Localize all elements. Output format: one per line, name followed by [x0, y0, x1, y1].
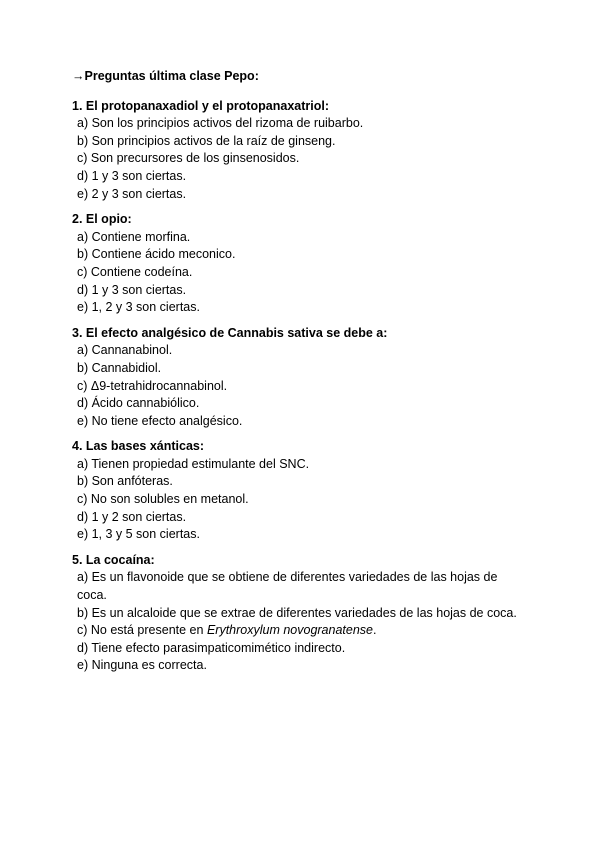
- species-name: Erythroxylum novogranatense: [206, 623, 373, 638]
- document-page: [72, 68, 528, 683]
- question-title: 1. El protopanaxadiol y el protopanaxatriol:: [72, 98, 329, 113]
- question-title: 4. Las bases xánticas:: [72, 439, 205, 454]
- option-d: d) 1 y 3 son ciertas.: [77, 282, 187, 297]
- question-title: 3. El efecto analgésico de Cannabis sativa se debe a:: [72, 325, 388, 340]
- option-a: a) Contiene morfina.: [77, 229, 191, 244]
- question-4: [72, 438, 528, 544]
- option-c: c) Contiene codeína.: [77, 264, 193, 279]
- option-a: a) Es un flavonoide que se obtiene de diferentes variedades de las hojas de coca.: [77, 570, 498, 603]
- option-e: e) 1, 2 y 3 son ciertas.: [77, 300, 200, 315]
- option-d: d) Tiene efecto parasimpaticomimético indirecto.: [77, 640, 346, 655]
- question-title: 5. La cocaína:: [72, 552, 155, 567]
- option-b: b) Son anfóteras.: [77, 474, 173, 489]
- option-e: e) 1, 3 y 5 son ciertas.: [77, 527, 200, 542]
- option-c-suffix: .: [373, 623, 377, 638]
- option-b: b) Es un alcaloide que se extrae de diferentes variedades de las hojas de coca.: [77, 605, 517, 620]
- option-a: a) Cannanabinol.: [77, 343, 173, 358]
- option-c: c) No son solubles en metanol.: [77, 492, 249, 507]
- option-c: c) Δ9-tetrahidrocannabinol.: [77, 378, 228, 393]
- option-d: d) Ácido cannabiólico.: [77, 396, 200, 411]
- option-d: d) 1 y 2 son ciertas.: [77, 509, 187, 524]
- option-a: a) Tienen propiedad estimulante del SNC.: [77, 456, 310, 471]
- question-title: 2. El opio:: [72, 212, 132, 227]
- option-b: b) Cannabidiol.: [77, 360, 162, 375]
- option-e: e) 2 y 3 son ciertas.: [77, 186, 187, 201]
- option-b: b) Contiene ácido meconico.: [77, 247, 236, 262]
- question-3: [72, 325, 528, 431]
- option-c-prefix: c) No está presente en: [77, 623, 207, 638]
- option-e: e) Ninguna es correcta.: [77, 658, 207, 673]
- document-title: →Preguntas última clase Pepo:: [72, 69, 259, 83]
- question-2: [72, 211, 528, 317]
- option-e: e) No tiene efecto analgésico.: [77, 413, 243, 428]
- question-5: [72, 552, 528, 675]
- option-b: b) Son principios activos de la raíz de ginseng.: [77, 133, 336, 148]
- question-1: [72, 98, 528, 204]
- option-d: d) 1 y 3 son ciertas.: [77, 168, 187, 183]
- option-c: [72, 622, 528, 640]
- option-c: c) Son precursores de los ginsenosidos.: [77, 151, 300, 166]
- option-a: a) Son los principios activos del rizoma de ruibarbo.: [77, 116, 364, 131]
